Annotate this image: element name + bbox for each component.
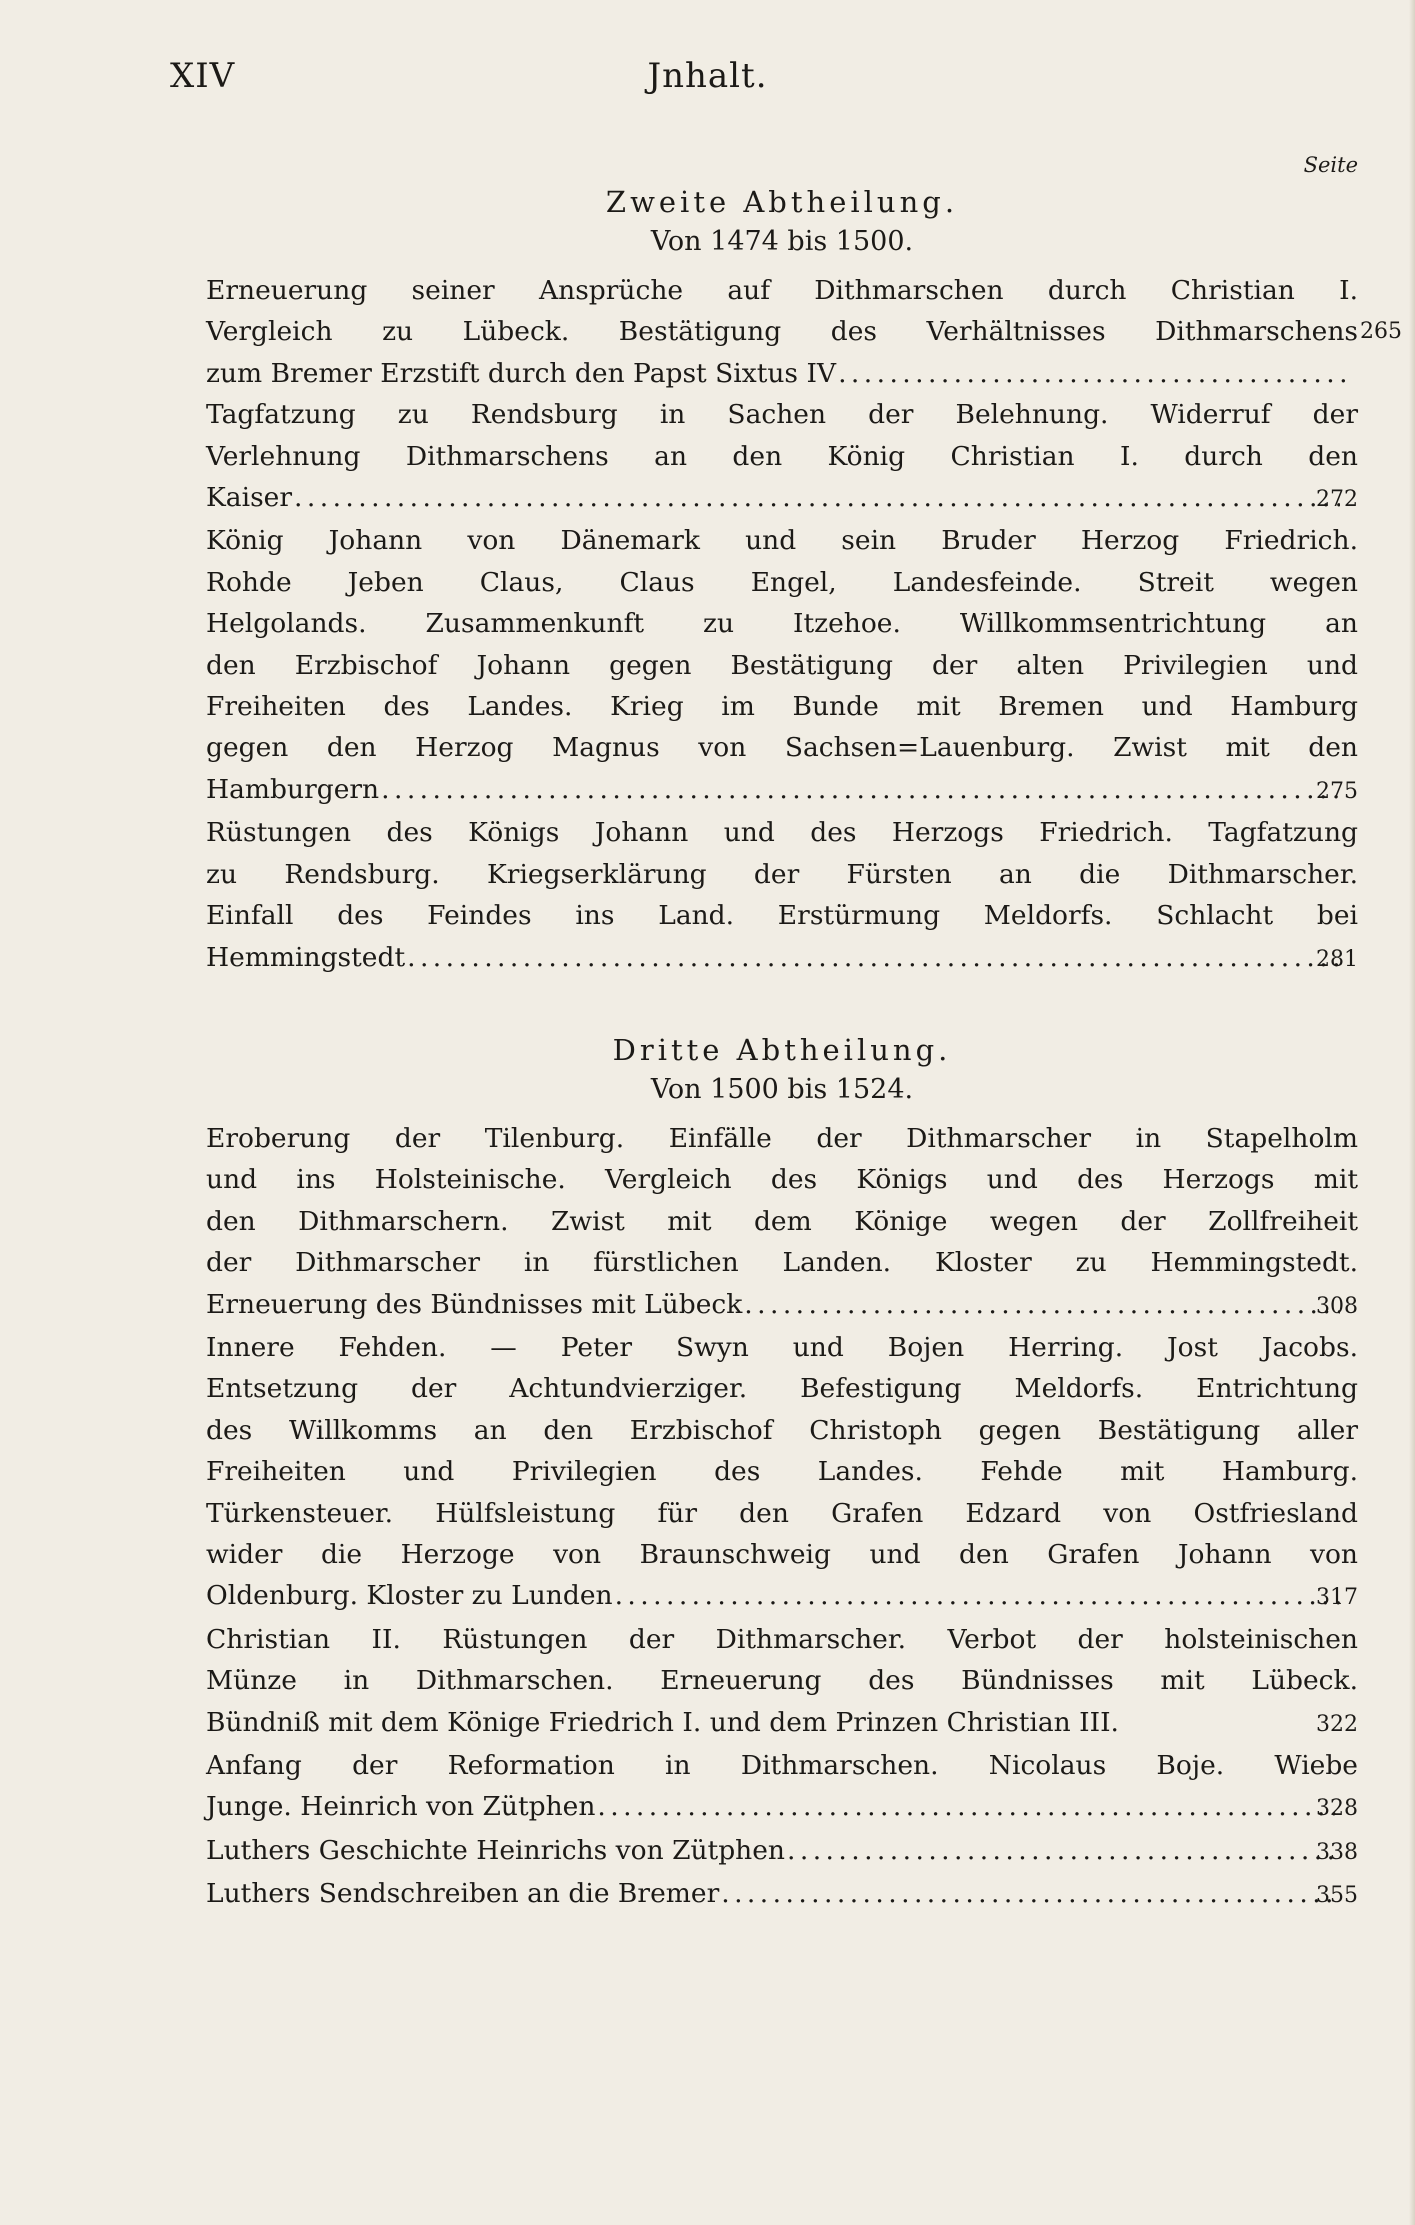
toc-entry-last-line [206,1702,1358,1745]
toc-entry-line [206,436,1358,477]
toc-entry-text: Münze in Dithmarschen. Erneuerung des Bündnisses mit Lübeck. [206,1665,1358,1697]
toc-page-number: 355 [1316,1883,1358,1909]
toc-entry-text: Freiheiten des Landes. Krieg im Bunde mit Bremen und Hamburg [206,691,1358,723]
toc-entry-text: zu Rendsburg. Kriegserklärung der Fürsten an die Dithmarscher. [206,858,1358,890]
toc-body [206,148,1402,1967]
toc-entry-line [206,1410,1358,1451]
toc-entry [206,1118,1358,1327]
toc-entry-line [206,394,1358,435]
toc-entry-text: der Dithmarscher in fürstlichen Landen. Kloster zu Hemmingstedt. [206,1247,1358,1279]
toc-section [206,1030,1358,1917]
toc-entry [206,812,1358,980]
toc-entry-text: Helgolands. Zusammenkunft zu Itzehoe. Willkommsentrichtung an [206,608,1358,640]
toc-entry-text: Anfang der Reformation in Dithmarschen. Nicolaus Boje. Wiebe [206,1750,1358,1781]
toc-entry-text: Tagfatzung zu Rendsburg in Sachen der Belehnung. Widerruf der [206,399,1358,431]
toc-entry-line [206,1159,1358,1200]
toc-entry-text: den Erzbischof Johann gegen Bestätigung der alten Privilegien und [206,649,1358,681]
toc-sections [206,182,1402,1917]
toc-entry-line [206,727,1358,768]
toc-entry-last-line [206,1284,1358,1327]
toc-entry-text: Verlehnung Dithmarschens an den König Christian I. durch den [206,440,1358,472]
dot-leader [407,937,1340,978]
toc-entry-text: Türkensteuer. Hülfsleistung für den Grafen Edzard von Ostfriesland [206,1497,1358,1529]
toc-entry-text: Luthers Sendschreiben an die Bremer [206,1878,720,1910]
toc-entry [206,270,1402,394]
toc-page-number: 265 [1360,319,1402,345]
toc-entry [206,1873,1358,1916]
toc-entry-text: des Willkomms an den Erzbischof Christoph gegen Bestätigung aller [206,1414,1358,1446]
toc-entry-last-line [206,1873,1358,1916]
toc-page-number: 308 [1316,1293,1358,1319]
toc-entry-last-line [206,1786,1358,1829]
toc-entry-line [206,812,1358,853]
toc-entry-text: König Johann von Dänemark und sein Bruder Herzog Friedrich. [206,525,1358,557]
toc-entry-text: Freiheiten und Privilegien des Landes. Fehde mit Hamburg. [206,1456,1358,1488]
page-number-roman: XIV [170,56,236,96]
toc-entry-text: Vergleich zu Lübeck. Bestätigung des Verhältnisses Dithmarschens [206,316,1358,348]
toc-entry [206,394,1358,520]
toc-entry-line [206,1118,1358,1159]
dot-leader [597,1786,1340,1827]
toc-page-number: 328 [1316,1796,1358,1822]
toc-entry-line [206,1242,1358,1283]
toc-entry-text: wider die Herzoge von Braunschweig und den Grafen Johann von [206,1538,1358,1570]
dot-leader [381,769,1340,810]
section-period: Von 1500 bis 1524. [650,1073,914,1105]
toc-entry-line [206,686,1358,727]
toc-entry-line [206,1660,1358,1701]
toc-entry-line [206,1451,1358,1492]
toc-entry-text: und ins Holsteinische. Vergleich des Königs und des Herzogs mit [206,1164,1358,1196]
toc-entry-text: gegen den Herzog Magnus von Sachsen=Lauenburg. Zwist mit den [206,732,1358,764]
toc-entry-line [206,270,1358,311]
toc-entry-text: Junge. Heinrich von Zütphen [206,1791,596,1823]
toc-entry-text: Entsetzung der Achtundvierziger. Befestigung Meldorfs. Entrichtung [206,1373,1358,1405]
toc-page-number: 281 [1316,946,1358,972]
toc-entry-last-line [206,1830,1358,1873]
page-edge-shadow [1409,0,1415,2225]
toc-entry-last-line [206,937,1358,980]
toc-entry-text: den Dithmarschern. Zwist mit dem Könige wegen der Zollfreiheit [206,1205,1358,1237]
dot-leader [744,1284,1340,1325]
toc-entry-line [206,603,1358,644]
toc-page-number: 317 [1316,1585,1358,1611]
dot-leader [838,353,1352,394]
toc-entry-text: Eroberung der Tilenburg. Einfälle der Dithmarscher in Stapelholm [206,1122,1358,1154]
dot-leader [615,1575,1340,1616]
toc-entry-text: Hamburgern [206,773,380,805]
toc-entry-text: Rüstungen des Königs Johann und des Herzogs Friedrich. Tagfatzung [206,817,1358,849]
toc-entry-text: Hemmingstedt [206,941,406,973]
toc-entry [206,1619,1358,1745]
toc-entry-last-line [206,1575,1358,1618]
toc-entry-text: Christian II. Rüstungen der Dithmarscher. Verbot der holsteinischen [206,1623,1358,1655]
toc-page-number: 275 [1316,778,1358,804]
toc-entry-line [206,1619,1358,1660]
seite-column-label: Seite [1303,153,1358,177]
toc-entry-text: Innere Fehden. — Peter Swyn und Bojen Herring. Jost Jacobs. [206,1331,1358,1363]
toc-entry-line [206,311,1402,352]
dot-leader [294,477,1340,518]
toc-entry-line [206,895,1358,936]
section-title: Zweite Abtheilung. [605,185,959,219]
toc-page-number: 338 [1316,1839,1358,1865]
toc-entry-line [206,1368,1358,1409]
section-period: Von 1474 bis 1500. [650,226,914,257]
page-title: Jnhalt. [647,56,768,96]
toc-section [206,182,1402,980]
toc-entry-text: Erneuerung seiner Ansprüche auf Dithmarschen durch Christian I. [206,275,1358,306]
dot-leader [721,1873,1340,1914]
toc-entry-line [206,645,1358,686]
toc-entry-text: Rohde Jeben Claus, Claus Engel, Landesfeinde. Streit wegen [206,566,1358,598]
toc-entry-text: zum Bremer Erzstift durch den Papst Sixtus IV [206,357,837,389]
toc-entry-line [206,1745,1358,1786]
toc-entry-text: Einfall des Feindes ins Land. Erstürmung Meldorfs. Schlacht bei [206,900,1358,932]
toc-entry-text: Oldenburg. Kloster zu Lunden [206,1580,613,1612]
toc-entry-line [206,1493,1358,1534]
section-title: Dritte Abtheilung. [612,1032,952,1067]
toc-entry-line [206,562,1358,603]
dot-leader [787,1830,1340,1871]
toc-entry-text: Kaiser [206,482,293,514]
toc-entry-last-line [206,769,1358,812]
toc-entry [206,520,1358,812]
toc-page-number: 322 [1316,1711,1358,1737]
toc-entry-line [206,520,1358,561]
toc-entry [206,1830,1358,1873]
toc-entry-line [206,854,1358,895]
toc-entry-text: Erneuerung des Bündnisses mit Lübeck [206,1288,743,1320]
toc-page-number: 272 [1316,487,1358,513]
toc-entry-line [206,1327,1358,1368]
toc-entry-text: Bündniß mit dem Könige Friedrich I. und dem Prinzen Christian III. [206,1706,1119,1738]
toc-entry-line [206,1201,1358,1242]
toc-entry-text: Luthers Geschichte Heinrichs von Zütphen [206,1834,785,1866]
toc-entry-line [206,1534,1358,1575]
toc-entry [206,1745,1358,1830]
toc-entry-last-line [206,477,1358,520]
toc-entry-last-line [206,353,1358,394]
toc-entry [206,1327,1358,1619]
